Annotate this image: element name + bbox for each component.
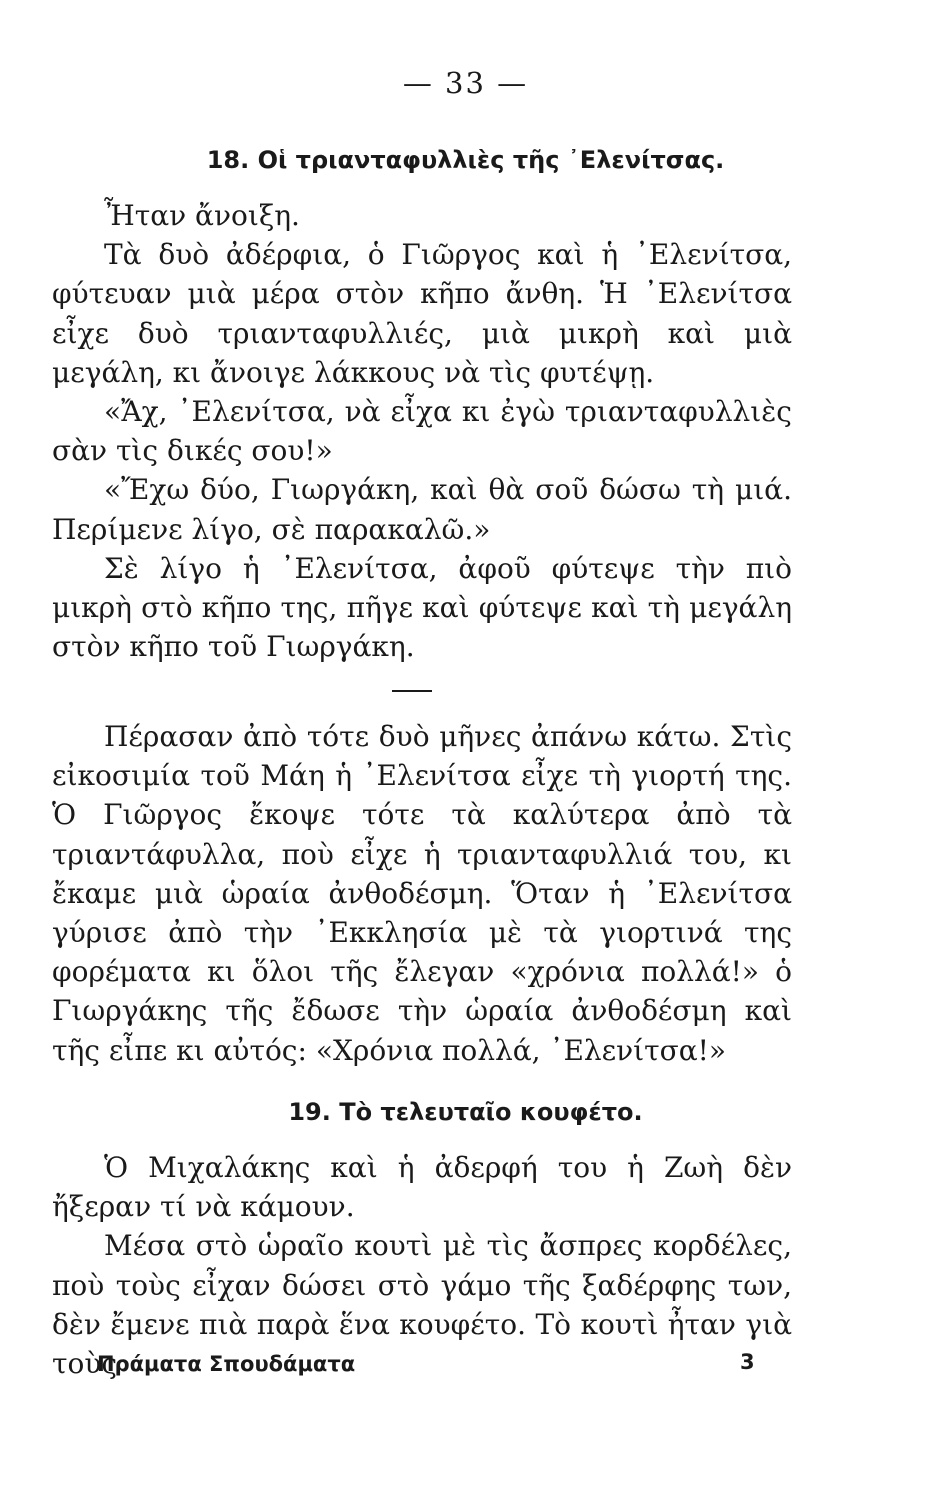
paragraph: «Ἄχ, ᾿Ελενίτσα, νὰ εἶχα κι ἐγὼ τριανταφυλλιὲς σὰν τὶς δικές σου!» [52, 395, 792, 468]
section-heading: 18. Οἱ τριανταφυλλιὲς τῆς ᾿Ελενίτσας. [206, 146, 725, 174]
paragraph: Ὁ Μιχαλάκης καὶ ἡ ἀδερφή του ἡ Ζωὴ δὲν ἤξεραν τί νὰ κάμουν. [52, 1151, 792, 1224]
paragraph: Ἦταν ἄνοιξη. [104, 199, 300, 232]
section-body-continued [52, 717, 792, 1070]
section-body [52, 196, 792, 666]
paragraph: Πέρασαν ἀπὸ τότε δυὸ μῆνες ἀπάνω κάτω. Στὶς εἰκοσιμία τοῦ Μάη ἡ ᾿Ελενίτσα εἶχε τὴ γιορτή της. Ὁ Γιῶργος ἔκοψε τότε τὰ καλύτερα ἀπὸ τὰ τριαντάφυλλα, ποὺ εἶχε ἡ τριανταφυλλιά του, κι ἔκαμε μιὰ ὡραία ἀνθοδέσμη. Ὅταν ἡ ᾿Ελενίτσα γύρισε ἀπὸ τὴν ᾿Εκκλησία μὲ τὰ γιορτινά της φορέματα κι ὅλοι τῆς ἔλεγαν «χρόνια πολλά!» ὁ Γιωργάκης τῆς ἔδωσε τὴν ὡραία ἀνθοδέσμη καὶ τῆς εἶπε κι αὐτός: «Χρόνια πολλά, ᾿Ελενίτσα!» [52, 720, 792, 1067]
page-number: — 33 — [402, 66, 529, 100]
paragraph: Μέσα στὸ ὡραῖο κουτὶ μὲ τὶς ἄσπρες κορδέλες, ποὺ τοὺς εἶχαν δώσει στὸ γάμο τῆς ξαδέρφης των, δὲν ἔμενε πιὰ παρὰ ἕνα κουφέτο. Τὸ κουτὶ ἦταν γιὰ τοὺς [52, 1229, 792, 1381]
footer-signature-mark: 3 [740, 1350, 755, 1374]
paragraph: «Ἔχω δύο, Γιωργάκη, καὶ θὰ σοῦ δώσω τὴ μιά. Περίμενε λίγο, σὲ παρακαλῶ.» [52, 473, 792, 546]
footer-book-title: Πράματα Σπουδάματα [97, 1352, 356, 1376]
section-body [52, 1148, 792, 1383]
paragraph: Τὰ δυὸ ἀδέρφια, ὁ Γιῶργος καὶ ἡ ᾿Ελενίτσα, φύτευαν μιὰ μέρα στὸν κῆπο ἄνθη. Ἡ ᾿Ελενίτσα εἶχε δυὸ τριανταφυλλιές, μιὰ μικρὴ καὶ μιὰ μεγάλη, κι ἄνοιγε λάκκους νὰ τὶς φυτέψῃ. [52, 238, 792, 389]
paragraph: Σὲ λίγο ἡ ᾿Ελενίτσα, ἀφοῦ φύτεψε τὴν πιὸ μικρὴ στὸ κῆπο της, πῆγε καὶ φύτεψε καὶ τὴ μεγάλη στὸν κῆπο τοῦ Γιωργάκη. [52, 551, 792, 664]
section-divider [392, 690, 432, 692]
section-heading: 19. Τὸ τελευταῖο κουφέτο. [288, 1098, 643, 1126]
